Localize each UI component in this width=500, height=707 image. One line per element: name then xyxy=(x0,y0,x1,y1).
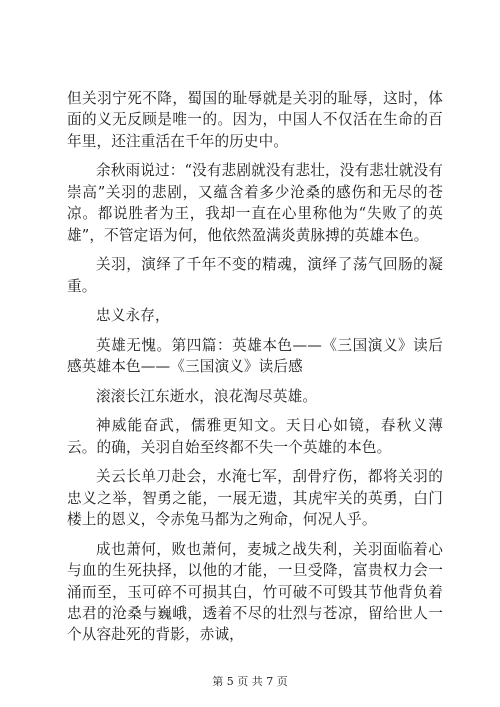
document-body xyxy=(67,88,443,654)
paragraph-9: 成也萧何，败也萧何，麦城之战失利，关羽面临着心与血的生死抉择，以他的才能，一旦受降，富贵权力会一涌而至，玉可碎不可损其白，竹可破不可毁其节他背负着忠君的沧桑与巍峨，透着不尽的壮烈与苍凉，留给世人一个从容赴死的背影，赤诚， xyxy=(67,540,443,644)
paragraph-1: 但关羽宁死不降，蜀国的耻辱就是关羽的耻辱，这时，体面的义无反顾是唯一的。因为，中国人不仅活在生命的百年里，还注重活在千年的历史中。 xyxy=(67,90,443,150)
page-number-footer: 第 5 页 共 7 页 xyxy=(212,675,288,688)
paragraph-5: 英雄无愧。第四篇：英雄本色——《三国演义》读后感英雄本色——《三国演义》读后感 xyxy=(67,336,443,376)
paragraph-3: 关羽，演绎了千年不变的精魂，演绎了荡气回肠的凝重。 xyxy=(67,256,443,295)
paragraph-8: 关云长单刀赴会，水淹七军，刮骨疗伤，都将关羽的忠义之举，智勇之能，一展无遗，其虎牢关的英勇，白门楼上的恩义，令赤兔马都为之殉命，何况人乎。 xyxy=(67,468,443,529)
paragraph-2: 余秋雨说过：“没有悲剧就没有悲壮，没有悲壮就没有崇高”关羽的悲剧，又蕴含着多少沧桑的感伤和无尽的苍凉。都说胜者为王，我却一直在心里称他为“失败了的英雄”，不管定语为何，他依然盈满炎黄脉搏的英雄本色。 xyxy=(67,162,443,244)
paragraph-6: 滚滚长江东逝水，浪花淘尽英雄。 xyxy=(96,387,318,405)
paragraph-4: 忠义永存， xyxy=(96,307,170,325)
paragraph-7: 神威能奋武，儒雅更知文。天日心如镜，春秋义薄云。的确，关羽自始至终都不失一个英雄的本色。 xyxy=(67,417,443,456)
